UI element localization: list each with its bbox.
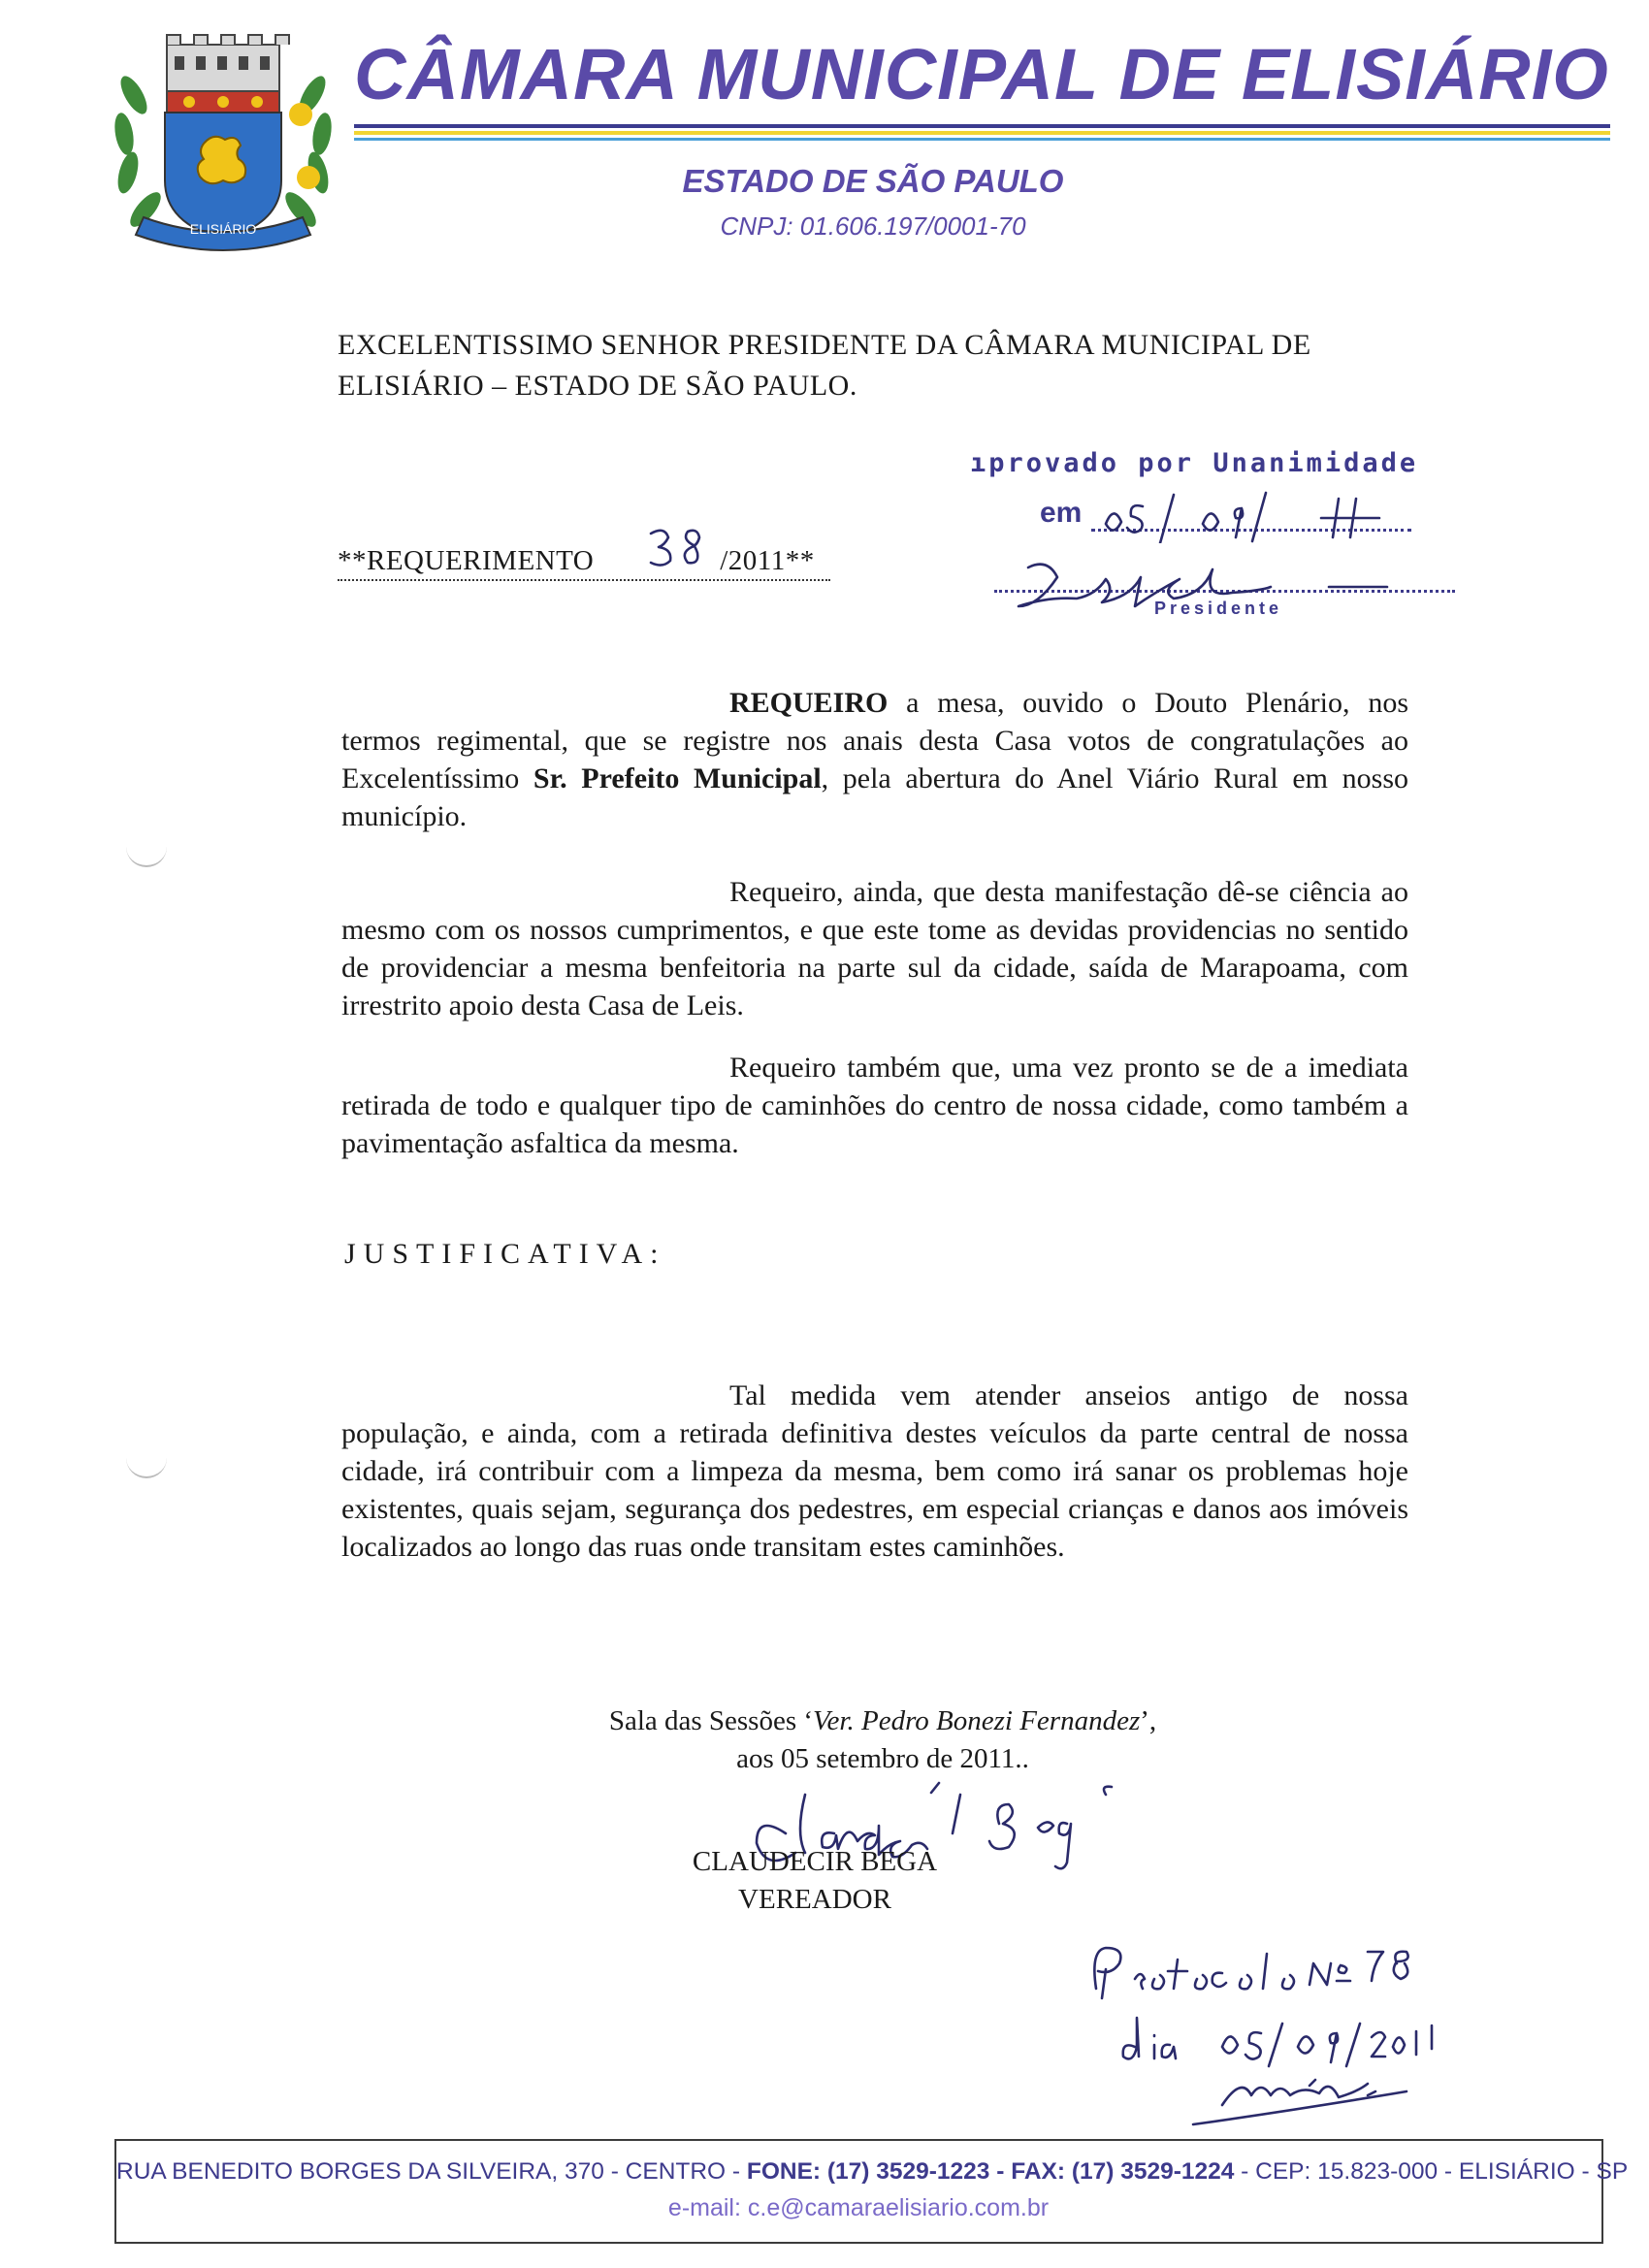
requerimento-number-handwritten bbox=[645, 524, 713, 572]
approval-date-handwritten bbox=[1096, 485, 1426, 543]
paragraph-1-text-b: , pela abertura do Anel Viário Rural em nosso município. bbox=[341, 762, 1408, 832]
municipal-crest-logo bbox=[107, 27, 340, 270]
requerimento-underline bbox=[338, 579, 830, 581]
paragraph-1-text-a: a mesa, ouvido o Douto Plenário, nos termos regimental, que se registre nos anais desta Casa votos de congratulações ao Excelentíssimo bbox=[341, 687, 1408, 794]
signer-block bbox=[660, 1843, 970, 1919]
crest-banner-text: ELISIÁRIO bbox=[189, 221, 257, 237]
session-room-name: Ver. Pedro Bonezi Fernandez bbox=[813, 1705, 1141, 1736]
addressee-block bbox=[338, 325, 1453, 406]
justificativa-heading: JUSTIFICATIVA: bbox=[344, 1238, 666, 1270]
requerimento-prefix: **REQUERIMENTO bbox=[338, 545, 595, 576]
footer-phone: FONE: (17) 3529-1223 - FAX: (17) 3529-1224 bbox=[746, 2158, 1235, 2185]
footer-email: e-mail: c.e@camaraelisiario.com.br bbox=[667, 2194, 1050, 2221]
paragraph-requeiro-tambem: Requeiro também que, uma vez pronto se de a imediata retirada de todo e qualquer tipo de caminhões do centro de nossa cidade, como também a pavimentação asfaltica da mesma. bbox=[341, 1052, 1408, 1159]
header-rule-blue bbox=[354, 138, 1610, 141]
approval-stamp-text: ıprovado por Unanimidade bbox=[970, 448, 1419, 478]
paragraph-justificativa: Tal medida vem atender anseios antigo de nossa população, e ainda, com a retirada definitiva destes veículos da parte central de nossa cidade, irá contribuir com a limpeza da mesma, bem como irá sanar os problemas hoje existentes, quais sejam, segurança dos pedestres, em especial crianças e danos aos imóveis localizados ao longo das ruas onde transitam estes caminhões. bbox=[341, 1379, 1408, 1563]
paragraph-1-bold: Sr. Prefeito Municipal bbox=[533, 762, 822, 794]
addressee-line-2: ELISIÁRIO – ESTADO DE SÃO PAULO. bbox=[338, 370, 857, 402]
protocol-handwritten-note bbox=[1077, 1940, 1513, 2134]
footer-street: RUA BENEDITO BORGES DA SILVEIRA, 370 - CENTRO - bbox=[116, 2158, 747, 2185]
approval-stamp-em: em bbox=[1040, 497, 1083, 529]
closing-line-1 bbox=[543, 1702, 1222, 1740]
footer-address bbox=[116, 2158, 1629, 2186]
cnpj-number: CNPJ: 01.606.197/0001-70 bbox=[720, 211, 1026, 241]
paragraph-requeiro bbox=[341, 684, 1408, 835]
header-rule-yellow bbox=[354, 131, 1610, 135]
closing-line-1-b: ’, bbox=[1140, 1705, 1157, 1736]
organization-name: CÂMARA MUNICIPAL DE ELISIÁRIO bbox=[354, 34, 1609, 114]
punch-hole-mark-2 bbox=[126, 1455, 167, 1478]
addressee-line-1: EXCELENTISSIMO SENHOR PRESIDENTE DA CÂMARA MUNICIPAL DE bbox=[338, 329, 1311, 361]
punch-hole-mark-1 bbox=[126, 844, 167, 867]
approval-stamp-role: Presidente bbox=[1154, 599, 1283, 618]
requerimento-line bbox=[338, 545, 815, 577]
state-name: ESTADO DE SÃO PAULO bbox=[682, 163, 1064, 199]
signer-role: VEREADOR bbox=[738, 1884, 891, 1915]
paragraph-requeiro-ainda: Requeiro, ainda, que desta manifestação dê-se ciência ao mesmo com os nossos cumprimentos, e que este tome as devidas providencias no sentido de providenciar a mesma benfeitoria na parte sul da cidade, saída de Marapoama, com irrestrito apoio desta Casa de Leis. bbox=[341, 876, 1408, 1021]
header-rule-dark bbox=[354, 124, 1610, 128]
footer-box bbox=[114, 2139, 1603, 2244]
footer-cep-city: - CEP: 15.823-000 - ELISIÁRIO - SP bbox=[1234, 2158, 1629, 2185]
closing-date: aos 05 setembro de 2011.. bbox=[736, 1743, 1029, 1774]
closing-block bbox=[543, 1702, 1222, 1778]
closing-line-1-a: Sala das Sessões ‘ bbox=[608, 1705, 814, 1736]
paragraph-lead-requeiro: REQUEIRO bbox=[729, 687, 889, 719]
signer-name: CLAUDECIR BEGA bbox=[692, 1846, 938, 1877]
requerimento-suffix: /2011** bbox=[720, 545, 815, 576]
